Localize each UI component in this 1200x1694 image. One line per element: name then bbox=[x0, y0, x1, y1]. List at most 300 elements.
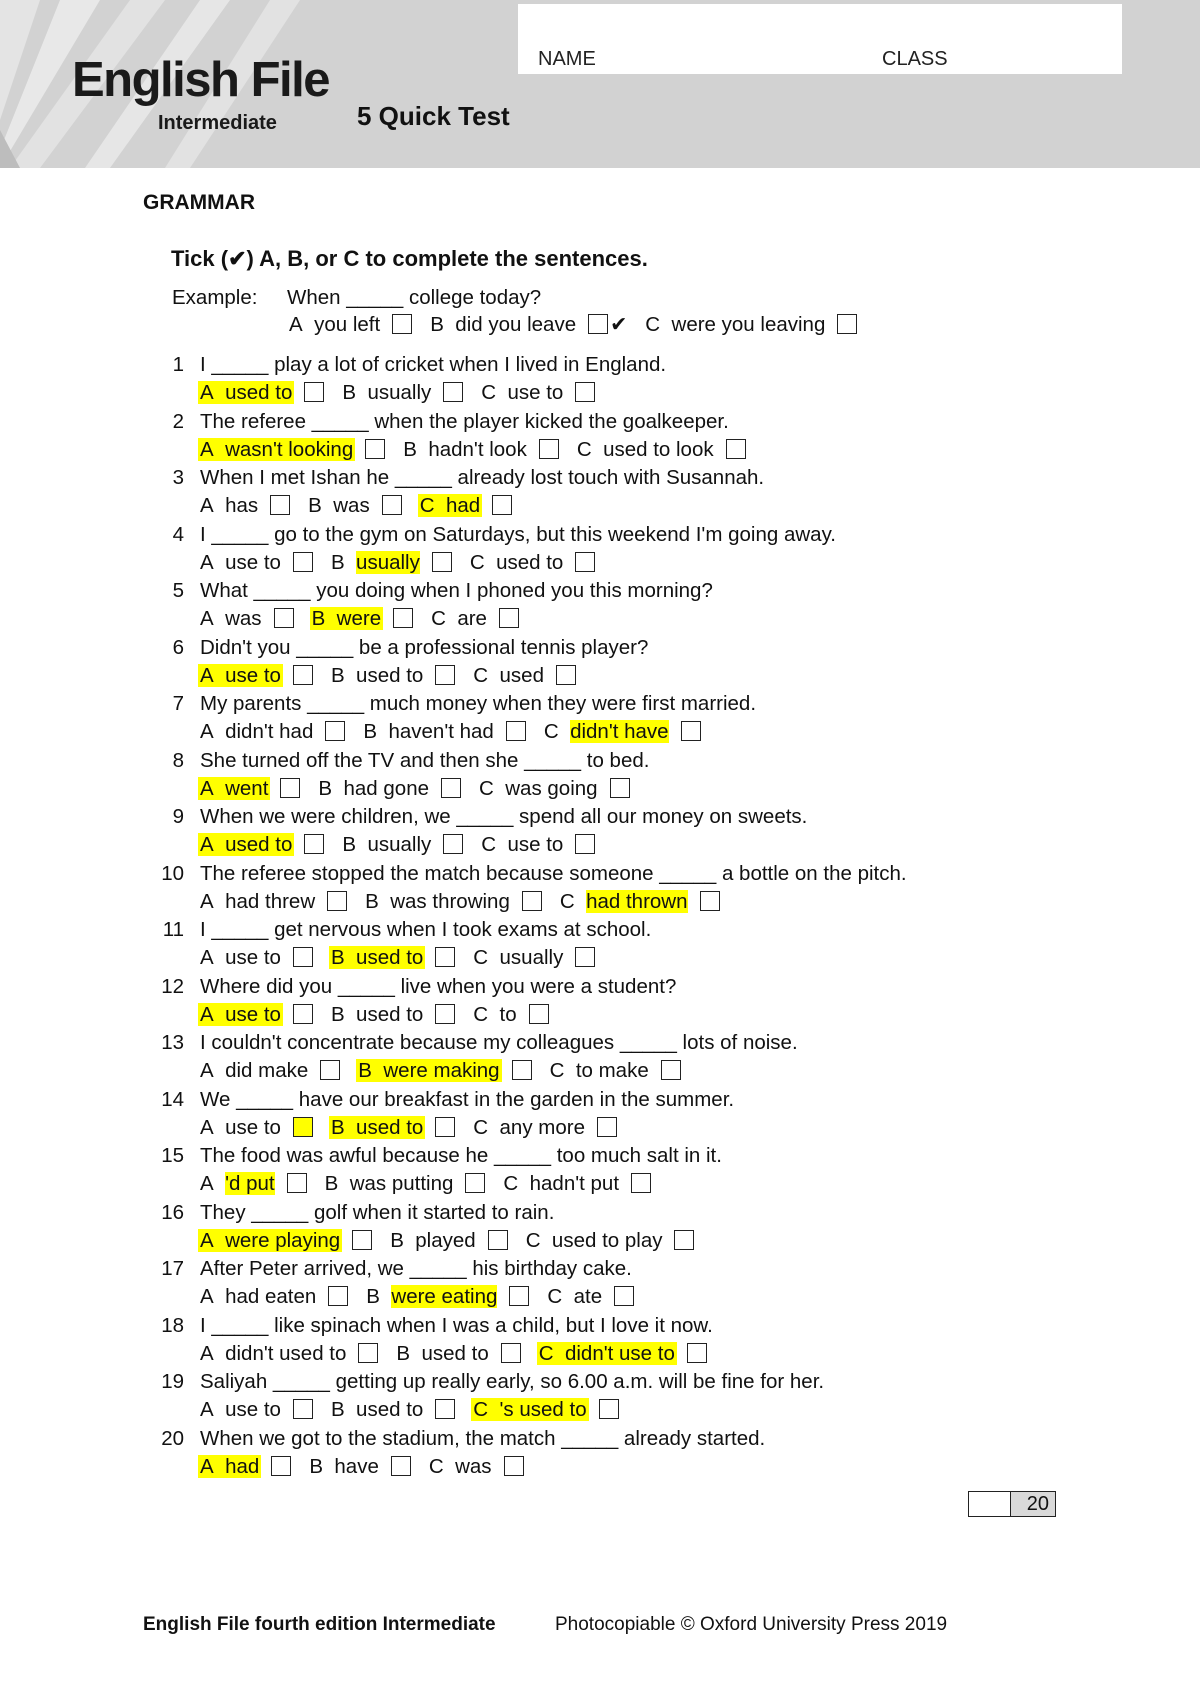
question-sentence-line bbox=[172, 409, 729, 434]
answer-checkbox[interactable] bbox=[435, 1004, 455, 1024]
instruction: Tick (✔) A, B, or C to complete the sentences. bbox=[171, 246, 648, 271]
question-options bbox=[198, 890, 736, 914]
question-options bbox=[198, 438, 762, 462]
answer-checkbox[interactable] bbox=[700, 891, 720, 911]
question-sentence-line bbox=[172, 635, 649, 660]
option-label bbox=[198, 551, 283, 574]
option-c bbox=[471, 1398, 618, 1422]
option-label bbox=[307, 1455, 381, 1478]
section-title: GRAMMAR bbox=[143, 191, 255, 214]
option-a bbox=[198, 494, 290, 518]
question-number: 8 bbox=[172, 748, 184, 772]
option-text: had gone bbox=[343, 776, 430, 800]
option-label bbox=[471, 1003, 518, 1026]
option-c bbox=[429, 607, 519, 631]
question-sentence-line bbox=[172, 805, 808, 829]
option-text: were playing bbox=[225, 1228, 341, 1252]
option-letter: A bbox=[200, 1341, 214, 1365]
option-text: were eating bbox=[391, 1285, 498, 1308]
option-letter: A bbox=[200, 833, 214, 856]
question-options bbox=[198, 1285, 650, 1309]
option-text: to make bbox=[575, 1059, 649, 1082]
option-letter: B bbox=[390, 1228, 404, 1252]
answer-checkbox[interactable] bbox=[391, 1456, 411, 1476]
option-letter: A bbox=[200, 381, 214, 404]
option-b bbox=[316, 777, 461, 801]
answer-checkbox[interactable] bbox=[522, 891, 542, 911]
question-sentence: When we got to the stadium, the match _____ already started. bbox=[200, 1426, 766, 1450]
option-a bbox=[198, 551, 313, 575]
answer-checkbox[interactable] bbox=[575, 382, 595, 402]
answer-checkbox[interactable] bbox=[674, 1230, 694, 1250]
question-sentence: When we were children, we _____ spend all our money on sweets. bbox=[200, 805, 808, 828]
answer-checkbox[interactable] bbox=[726, 439, 746, 459]
option-label bbox=[198, 1398, 283, 1421]
option-letter: C bbox=[559, 889, 575, 913]
question-number: 3 bbox=[172, 466, 184, 489]
option-letter: B bbox=[311, 607, 326, 630]
option-a bbox=[198, 381, 324, 405]
option-b bbox=[356, 1059, 531, 1083]
question-sentence: She turned off the TV and then she _____ to bed. bbox=[200, 748, 650, 772]
option-text: 's used to bbox=[499, 1398, 587, 1421]
option-letter: C bbox=[473, 946, 489, 969]
option-b bbox=[401, 438, 559, 462]
option-a bbox=[198, 777, 300, 801]
option-text: 'd put bbox=[225, 1172, 275, 1195]
option-a bbox=[198, 1398, 313, 1422]
question-sentence: What _____ you doing when I phoned you this morning? bbox=[200, 579, 713, 602]
option-letter: B bbox=[308, 494, 322, 517]
option-text: was bbox=[225, 607, 262, 630]
question-sentence-line bbox=[161, 1200, 555, 1225]
answer-checkbox[interactable] bbox=[293, 665, 313, 685]
name-label: NAME bbox=[538, 48, 596, 70]
option-text: had eaten bbox=[225, 1285, 317, 1308]
option-label bbox=[198, 833, 294, 856]
answer-checkbox[interactable] bbox=[435, 1117, 455, 1137]
answer-checkbox[interactable] bbox=[293, 1004, 313, 1024]
option-c bbox=[537, 1342, 707, 1366]
question-options bbox=[198, 664, 592, 688]
answer-checkbox[interactable] bbox=[435, 1399, 455, 1419]
option-text: used to bbox=[356, 1115, 424, 1139]
footer-edition: English File fourth edition Intermediate bbox=[143, 1614, 496, 1635]
answer-checkbox[interactable] bbox=[539, 439, 559, 459]
answer-checkbox[interactable] bbox=[432, 552, 452, 572]
question-options bbox=[198, 777, 646, 801]
answer-checkbox[interactable] bbox=[287, 1173, 307, 1193]
name-class-box bbox=[518, 4, 1122, 74]
option-text: used to bbox=[356, 1398, 424, 1421]
question-number: 5 bbox=[172, 579, 184, 602]
answer-checkbox[interactable] bbox=[488, 1230, 508, 1250]
option-text: was putting bbox=[349, 1172, 454, 1195]
option-letter: A bbox=[200, 1398, 214, 1421]
option-text: was going bbox=[505, 776, 598, 800]
option-text: were making bbox=[383, 1059, 500, 1082]
option-a bbox=[198, 1285, 348, 1309]
question-sentence: The food was awful because he _____ too much salt in it. bbox=[200, 1144, 722, 1167]
question-sentence: Saliyah _____ getting up really early, so 6.00 a.m. will be fine for her. bbox=[200, 1370, 825, 1393]
answer-checkbox[interactable] bbox=[837, 314, 857, 334]
option-label bbox=[363, 890, 512, 913]
option-text: usually bbox=[367, 381, 432, 404]
option-letter: A bbox=[200, 720, 214, 743]
option-label bbox=[356, 1059, 501, 1082]
question-options bbox=[198, 946, 611, 970]
answer-checkbox[interactable] bbox=[392, 314, 412, 334]
option-c bbox=[548, 1059, 681, 1083]
question-sentence: I couldn't concentrate because my colleagues _____ lots of noise. bbox=[200, 1031, 798, 1054]
option-label bbox=[501, 1172, 621, 1195]
option-text: use to bbox=[225, 1002, 281, 1026]
question-sentence-line bbox=[161, 1257, 632, 1281]
option-label bbox=[524, 1229, 665, 1252]
score-total: 20 bbox=[1010, 1491, 1056, 1517]
answer-checkbox[interactable] bbox=[293, 1117, 313, 1137]
question-number: 2 bbox=[172, 409, 184, 433]
question-number: 10 bbox=[161, 861, 184, 885]
answer-checkbox[interactable] bbox=[506, 721, 526, 741]
option-letter: A bbox=[200, 1285, 214, 1308]
option-text: used to play bbox=[551, 1228, 663, 1252]
option-label bbox=[329, 551, 422, 574]
question-sentence-line bbox=[161, 1031, 798, 1055]
option-text: didn't use to bbox=[564, 1341, 675, 1365]
option-letter: C bbox=[547, 1285, 563, 1308]
option-c bbox=[479, 381, 595, 405]
option-text: had bbox=[225, 1454, 260, 1478]
option-label bbox=[198, 1342, 348, 1365]
option-text: used to bbox=[421, 1341, 489, 1365]
question-options bbox=[198, 607, 535, 631]
option-text: use to bbox=[507, 381, 564, 404]
option-label bbox=[364, 1285, 499, 1308]
answer-checkbox[interactable] bbox=[501, 1343, 521, 1363]
answer-checkbox[interactable] bbox=[504, 1456, 524, 1476]
answer-checkbox[interactable] bbox=[492, 495, 512, 515]
option-letter: A bbox=[200, 889, 214, 913]
answer-checkbox[interactable] bbox=[443, 382, 463, 402]
answer-checkbox[interactable] bbox=[556, 665, 576, 685]
option-text: had threw bbox=[225, 889, 316, 913]
answer-checkbox[interactable] bbox=[270, 495, 290, 515]
option-text: used to bbox=[225, 833, 293, 856]
option-c bbox=[427, 1455, 524, 1479]
option-text: use to bbox=[225, 1115, 281, 1139]
option-a bbox=[198, 1172, 307, 1196]
option-letter: B bbox=[396, 1341, 411, 1365]
answer-checkbox[interactable] bbox=[509, 1286, 529, 1306]
option-label bbox=[198, 777, 270, 800]
class-label: CLASS bbox=[882, 48, 948, 70]
option-label bbox=[340, 381, 433, 404]
option-a bbox=[198, 1342, 378, 1366]
option-letter: C bbox=[525, 1228, 541, 1252]
answer-checkbox[interactable] bbox=[597, 1117, 617, 1137]
option-a bbox=[198, 1059, 340, 1083]
option-label bbox=[198, 1229, 342, 1252]
option-letter: A bbox=[200, 1228, 214, 1252]
logo-subtitle: Intermediate bbox=[158, 112, 277, 134]
question-sentence: I _____ play a lot of cricket when I lived in England. bbox=[200, 353, 667, 376]
score-input[interactable] bbox=[968, 1491, 1012, 1517]
option-label bbox=[287, 313, 382, 336]
option-label bbox=[198, 494, 260, 517]
option-label bbox=[418, 494, 482, 517]
answer-checkbox[interactable] bbox=[465, 1173, 485, 1193]
option-text: didn't used to bbox=[225, 1341, 347, 1365]
answer-checkbox[interactable] bbox=[443, 834, 463, 854]
option-c bbox=[479, 833, 595, 857]
option-text: to bbox=[499, 1002, 517, 1026]
answer-checkbox[interactable] bbox=[661, 1060, 681, 1080]
question-sentence: I _____ go to the gym on Saturdays, but this weekend I'm going away. bbox=[200, 522, 837, 546]
option-letter: B bbox=[309, 1454, 323, 1478]
option-label bbox=[329, 1003, 425, 1026]
option-label bbox=[479, 833, 565, 856]
option-text: was bbox=[333, 494, 370, 517]
question-sentence: Didn't you _____ be a professional tennis player? bbox=[200, 635, 649, 659]
answer-checkbox[interactable] bbox=[293, 1399, 313, 1419]
option-text: were you leaving bbox=[671, 313, 826, 336]
option-letter: C bbox=[469, 550, 485, 574]
option-c bbox=[468, 551, 595, 575]
answer-checkbox[interactable] bbox=[614, 1286, 634, 1306]
option-label bbox=[198, 946, 283, 969]
option-text: was bbox=[455, 1454, 492, 1478]
question-options bbox=[198, 1398, 635, 1422]
question-options bbox=[198, 494, 528, 518]
option-a bbox=[198, 664, 313, 688]
option-b bbox=[340, 833, 463, 857]
answer-checkbox[interactable] bbox=[293, 947, 313, 967]
option-letter: A bbox=[200, 437, 214, 461]
option-c bbox=[575, 438, 746, 462]
answer-checkbox[interactable] bbox=[687, 1343, 707, 1363]
answer-checkbox[interactable] bbox=[293, 552, 313, 572]
answer-checkbox[interactable] bbox=[588, 314, 608, 334]
question-options bbox=[198, 551, 611, 575]
option-letter: C bbox=[428, 1454, 444, 1478]
answer-checkbox[interactable] bbox=[599, 1399, 619, 1419]
option-text: did you leave bbox=[455, 313, 577, 336]
option-letter: C bbox=[481, 833, 497, 856]
option-text: usually bbox=[356, 550, 420, 574]
option-b bbox=[329, 551, 452, 575]
question-sentence-line bbox=[172, 692, 757, 716]
option-label bbox=[394, 1342, 490, 1365]
tick-icon: ✔ bbox=[610, 313, 628, 336]
option-letter: B bbox=[403, 437, 417, 461]
option-letter: A bbox=[200, 1172, 214, 1195]
header-banner bbox=[0, 0, 1200, 168]
option-letter: C bbox=[479, 776, 494, 800]
answer-checkbox[interactable] bbox=[327, 891, 347, 911]
option-label bbox=[545, 1285, 604, 1308]
example-sentence: When _____ college today? bbox=[287, 286, 542, 309]
option-letter: A bbox=[200, 776, 214, 800]
option-letter: B bbox=[365, 889, 379, 913]
test-title: 5 Quick Test bbox=[357, 101, 510, 131]
option-letter: B bbox=[430, 313, 444, 336]
option-b bbox=[329, 946, 455, 970]
answer-checkbox[interactable] bbox=[435, 665, 455, 685]
answer-checkbox[interactable] bbox=[435, 947, 455, 967]
answer-checkbox[interactable] bbox=[280, 778, 300, 798]
answer-checkbox[interactable] bbox=[575, 834, 595, 854]
option-label bbox=[198, 1116, 283, 1139]
question-number: 4 bbox=[172, 522, 184, 546]
option-label bbox=[329, 1116, 425, 1139]
question-options bbox=[198, 1172, 667, 1196]
option-text: hadn't look bbox=[428, 437, 527, 461]
option-label bbox=[198, 664, 283, 687]
option-letter: C bbox=[473, 1002, 489, 1026]
option-letter: B bbox=[330, 1398, 345, 1421]
option-label bbox=[198, 890, 317, 913]
answer-checkbox[interactable] bbox=[499, 608, 519, 628]
question-sentence-line bbox=[172, 522, 837, 547]
option-b bbox=[394, 1342, 520, 1366]
answer-checkbox[interactable] bbox=[382, 495, 402, 515]
answer-checkbox[interactable] bbox=[365, 439, 385, 459]
answer-checkbox[interactable] bbox=[512, 1060, 532, 1080]
option-a bbox=[198, 833, 324, 857]
option-label bbox=[340, 833, 433, 856]
option-letter: B bbox=[358, 1059, 372, 1082]
answer-checkbox[interactable] bbox=[274, 608, 294, 628]
question-options bbox=[198, 1059, 697, 1083]
option-b bbox=[329, 1116, 455, 1140]
option-label bbox=[198, 1003, 283, 1026]
option-b bbox=[329, 1398, 455, 1422]
option-letter: B bbox=[330, 946, 345, 969]
option-text: use to bbox=[225, 663, 281, 687]
logo-title: English File bbox=[72, 53, 329, 107]
answer-checkbox[interactable] bbox=[304, 382, 324, 402]
question-options bbox=[198, 1455, 540, 1479]
option-letter: C bbox=[503, 1172, 519, 1195]
option-label bbox=[310, 607, 384, 630]
answer-checkbox[interactable] bbox=[358, 1343, 378, 1363]
option-label bbox=[329, 1398, 425, 1421]
option-label bbox=[471, 946, 565, 969]
question-sentence: I _____ get nervous when I took exams at school. bbox=[200, 918, 652, 941]
option-letter: C bbox=[473, 663, 489, 687]
answer-checkbox[interactable] bbox=[441, 778, 461, 798]
question-options bbox=[198, 381, 611, 405]
option-letter: C bbox=[538, 1341, 554, 1365]
answer-checkbox[interactable] bbox=[304, 834, 324, 854]
question-sentence: When I met Ishan he _____ already lost touch with Susannah. bbox=[200, 466, 765, 489]
option-label bbox=[361, 720, 495, 743]
question-number: 20 bbox=[161, 1426, 184, 1450]
option-a bbox=[198, 438, 385, 462]
option-letter: B bbox=[342, 833, 357, 856]
option-text: didn't had bbox=[225, 720, 314, 743]
option-b bbox=[323, 1172, 486, 1196]
option-text: use to bbox=[225, 550, 281, 574]
answer-checkbox[interactable] bbox=[328, 1286, 348, 1306]
option-text: went bbox=[225, 776, 269, 800]
question-number: 11 bbox=[162, 918, 184, 941]
answer-checkbox[interactable] bbox=[610, 778, 630, 798]
option-letter: C bbox=[473, 1115, 489, 1139]
option-text: used to bbox=[356, 946, 424, 969]
option-label bbox=[575, 438, 716, 461]
option-c bbox=[471, 664, 576, 688]
option-label bbox=[542, 720, 671, 743]
option-label bbox=[548, 1059, 651, 1082]
question-number: 13 bbox=[161, 1031, 184, 1054]
option-text: you left bbox=[314, 313, 381, 336]
option-letter: C bbox=[419, 494, 435, 517]
question-sentence: After Peter arrived, we _____ his birthday cake. bbox=[200, 1257, 632, 1280]
question-options bbox=[198, 720, 717, 744]
option-text: had bbox=[445, 494, 481, 517]
option-c bbox=[524, 1229, 695, 1253]
question-sentence: Where did you _____ live when you were a student? bbox=[200, 974, 677, 998]
option-label bbox=[429, 607, 489, 630]
option-letter: A bbox=[200, 663, 214, 687]
option-letter: C bbox=[576, 437, 592, 461]
option-text: used to bbox=[225, 381, 293, 404]
option-c bbox=[643, 313, 857, 337]
answer-checkbox[interactable] bbox=[393, 608, 413, 628]
option-letter: A bbox=[200, 946, 214, 969]
option-letter: A bbox=[200, 494, 214, 517]
option-label bbox=[198, 1285, 318, 1308]
question-sentence-line bbox=[172, 466, 765, 490]
answer-checkbox[interactable] bbox=[575, 947, 595, 967]
option-letter: A bbox=[200, 1059, 214, 1082]
question-sentence: They _____ golf when it started to rain. bbox=[200, 1200, 555, 1224]
answer-checkbox[interactable] bbox=[631, 1173, 651, 1193]
option-a bbox=[198, 1003, 313, 1027]
answer-checkbox[interactable] bbox=[325, 721, 345, 741]
option-c bbox=[418, 494, 512, 518]
option-label bbox=[198, 438, 355, 461]
answer-checkbox[interactable] bbox=[529, 1004, 549, 1024]
answer-checkbox[interactable] bbox=[681, 721, 701, 741]
question-sentence-line bbox=[161, 1144, 722, 1168]
question-sentence-line bbox=[161, 861, 907, 886]
answer-checkbox[interactable] bbox=[575, 552, 595, 572]
option-text: use to bbox=[225, 1398, 281, 1421]
answer-checkbox[interactable] bbox=[271, 1456, 291, 1476]
option-text: use to bbox=[507, 833, 564, 856]
answer-checkbox[interactable] bbox=[352, 1230, 372, 1250]
option-text: didn't have bbox=[570, 720, 669, 743]
option-a bbox=[198, 1116, 313, 1140]
answer-checkbox[interactable] bbox=[320, 1060, 340, 1080]
option-b bbox=[310, 607, 414, 631]
option-letter: B bbox=[318, 776, 333, 800]
option-label bbox=[428, 313, 578, 336]
option-letter: A bbox=[200, 1115, 214, 1139]
question-options bbox=[198, 1003, 565, 1027]
question-number: 6 bbox=[172, 635, 184, 659]
option-label bbox=[471, 1116, 587, 1139]
option-label bbox=[316, 777, 431, 800]
question-options bbox=[198, 1342, 723, 1366]
option-letter: B bbox=[366, 1285, 380, 1308]
option-label bbox=[479, 381, 565, 404]
option-letter: A bbox=[289, 313, 303, 336]
option-c bbox=[501, 1172, 651, 1196]
